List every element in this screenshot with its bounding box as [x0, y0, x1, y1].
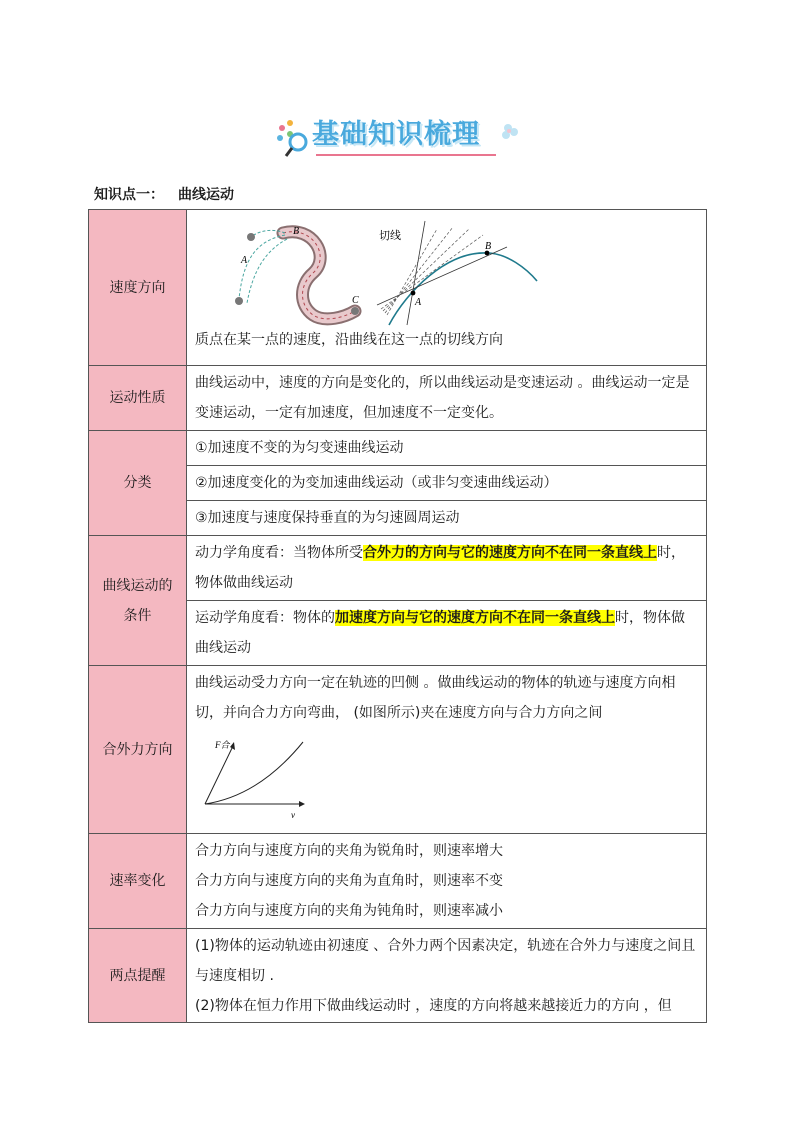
row-motion-nature	[89, 366, 707, 431]
label-motion-nature: 运动性质	[89, 366, 187, 431]
condition-dyn-pre: 动力学角度看：当物体所受	[195, 545, 363, 561]
label-condition-line2: 条件	[123, 607, 152, 624]
row-net-force-direction	[89, 666, 707, 834]
section-title: 曲线运动	[178, 187, 234, 203]
force-label: F合	[215, 740, 230, 750]
fig2-label-tangent: 切线	[379, 228, 401, 242]
classify-item-2: ②加速度变化的为变加速曲线运动（或非匀变速曲线运动）	[187, 466, 707, 501]
fig1-label-a: A	[241, 254, 248, 266]
classify-item-3: ③加速度与速度保持垂直的为匀速圆周运动	[187, 501, 707, 536]
speed-change-line-1: 合力方向与速度方向的夹角为锐角时，则速率增大	[195, 843, 503, 859]
velocity-direction-caption: 质点在某一点的速度，沿曲线在这一点的切线方向	[195, 331, 503, 348]
condition-kin-pre: 运动学角度看：物体的	[195, 610, 335, 626]
velocity-label: v	[291, 810, 295, 820]
fig1-label-b: B	[293, 225, 300, 237]
section-banner	[274, 116, 520, 160]
banner-underline	[316, 154, 496, 156]
condition-kinematics	[187, 601, 707, 666]
velocity-direction-content	[187, 210, 707, 366]
flower-icon	[496, 118, 526, 148]
speed-change-line-2: 合力方向与速度方向的夹角为直角时，则速率不变	[195, 873, 503, 889]
banner-title: 基础知识梳理	[312, 119, 480, 150]
condition-dyn-highlight: 合外力的方向与它的速度方向不在同一条直线上	[363, 545, 657, 561]
row-reminders	[89, 929, 707, 1023]
label-classify: 分类	[89, 431, 187, 536]
speed-change-content	[187, 834, 707, 929]
label-condition	[89, 536, 187, 666]
label-net-force-direction: 合外力方向	[89, 666, 187, 834]
reminder-1: (1)物体的运动轨迹由初速度 、合外力两个因素决定，轨迹在合外力与速度之间且与速度相切 .	[195, 938, 696, 984]
label-condition-line1: 曲线运动的	[102, 577, 173, 594]
net-force-direction-content	[187, 666, 707, 834]
row-classify-1	[89, 431, 707, 466]
motion-nature-text: 曲线运动中，速度的方向是变化的，所以曲线运动是变速运动 。曲线运动一定是变速运动，一定有加速度，但加速度不一定变化。	[187, 366, 707, 431]
section-heading	[94, 184, 234, 204]
reminders-content	[187, 929, 707, 1023]
fig1-label-c: C	[352, 294, 359, 306]
section-label: 知识点一：	[94, 187, 164, 203]
condition-kin-highlight: 加速度方向与它的速度方向不在同一条直线上	[335, 610, 615, 626]
knowledge-table	[88, 209, 707, 1023]
row-condition-dynamics	[89, 536, 707, 601]
label-velocity-direction: 速度方向	[89, 210, 187, 366]
label-speed-change: 速率变化	[89, 834, 187, 929]
condition-kin-post: 时，物体做曲线运动	[195, 610, 685, 656]
speed-change-line-3: 合力方向与速度方向的夹角为钝角时，则速率减小	[195, 903, 503, 919]
row-speed-change	[89, 834, 707, 929]
condition-dynamics	[187, 536, 707, 601]
fig2-label-a: A	[415, 296, 422, 308]
label-reminders: 两点提醒	[89, 929, 187, 1023]
net-force-direction-text: 曲线运动受力方向一定在轨迹的凹侧 。做曲线运动的物体的轨迹与速度方向相切，并向合力方向弯曲， (如图所示)夹在速度方向与合力方向之间	[195, 675, 676, 721]
force-velocity-figure	[199, 734, 309, 820]
magnifier-icon	[274, 116, 314, 160]
row-velocity-direction	[89, 210, 707, 366]
fig2-label-b: B	[485, 240, 492, 252]
reminder-2: (2)物体在恒力作用下做曲线运动时 ，速度的方向将越来越接近力的方向 ，但	[195, 998, 672, 1014]
classify-item-1: ①加速度不变的为匀变速曲线运动	[187, 431, 707, 466]
s-curve-figure	[195, 221, 359, 325]
condition-dyn-post: 时，物体做曲线运动	[195, 545, 685, 591]
tangent-figure	[377, 221, 547, 325]
